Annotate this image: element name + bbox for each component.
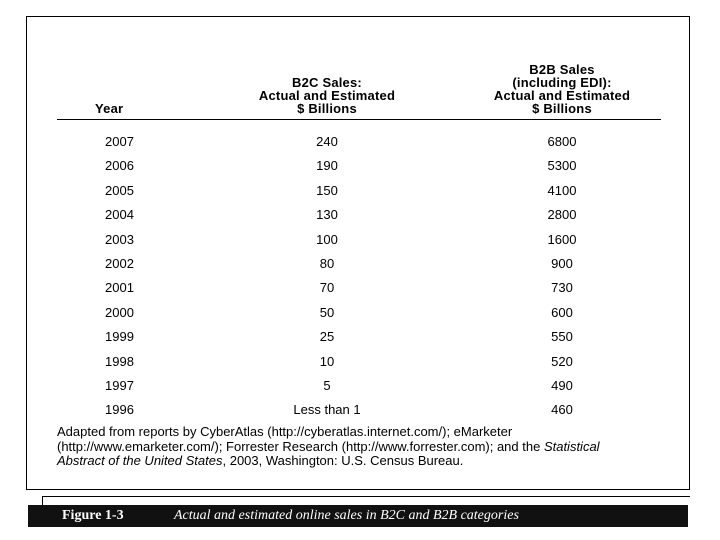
cell-year: 2003: [105, 231, 134, 247]
cell-b2b: 520: [551, 353, 573, 369]
cell-year: 2004: [105, 207, 134, 223]
cell-b2c: 150: [316, 182, 338, 198]
cell-b2c: 190: [316, 158, 338, 174]
cell-year: 1999: [105, 329, 134, 345]
column-header-b2c-sales: B2C Sales: Actual and Estimated $ Billions: [258, 75, 396, 116]
table-frame: [26, 16, 690, 490]
source-line-3: , 2003, Washington: U.S. Census Bureau.: [222, 453, 464, 468]
cell-year: 1998: [105, 353, 134, 369]
cell-b2c: 25: [319, 329, 335, 345]
table-row: [27, 134, 689, 158]
cell-year: 1996: [105, 402, 134, 418]
source-italic-title-part-1: Statistical: [543, 438, 600, 454]
cell-year: 2005: [105, 182, 134, 198]
cell-b2b: 1600: [547, 231, 577, 247]
table-row: [27, 256, 689, 280]
cell-b2c: 130: [316, 207, 338, 223]
cell-b2b: 6800: [547, 134, 577, 149]
cell-b2c: 240: [316, 134, 338, 149]
table-row: [27, 305, 689, 329]
cell-b2c: Less than 1: [293, 402, 361, 418]
cell-b2b: 5300: [547, 158, 577, 174]
table-row: [27, 329, 689, 353]
table-row: [27, 354, 689, 378]
cell-b2c: 100: [316, 231, 338, 247]
cell-year: 1997: [105, 377, 134, 393]
cell-b2b: 600: [551, 304, 573, 320]
figure-caption: [28, 505, 688, 527]
figure-label: Figure 1-3: [62, 508, 124, 523]
source-italic-title-part-2: Abstract of the United States: [57, 453, 223, 468]
table-row: [27, 183, 689, 207]
cell-b2b: 730: [551, 280, 573, 296]
table-row: [27, 280, 689, 304]
table-row: [27, 207, 689, 231]
cell-b2c: 70: [319, 280, 335, 296]
cell-year: 2007: [105, 134, 134, 149]
cell-b2c: 80: [319, 255, 335, 271]
cell-b2b: 2800: [547, 207, 577, 223]
source-line-2: (http://www.emarketer.com/); Forrester Research (http://www.forrester.com); and the: [57, 438, 544, 454]
cell-year: 2000: [105, 304, 134, 320]
cell-year: 2001: [105, 280, 134, 296]
cell-b2c: 5: [323, 377, 331, 393]
cell-year: 2006: [105, 158, 134, 174]
cell-b2c: 10: [319, 353, 335, 369]
cell-b2b: 4100: [547, 182, 577, 198]
cell-b2b: 550: [551, 329, 573, 345]
cell-b2b: 490: [551, 377, 573, 393]
cell-b2b: 460: [551, 402, 573, 418]
table-row: [27, 158, 689, 182]
table-body: [27, 134, 689, 427]
table-header: [27, 45, 689, 115]
cell-b2b: 900: [551, 255, 573, 271]
table-row: [27, 378, 689, 402]
cell-b2c: 50: [319, 304, 335, 320]
table-row: [27, 232, 689, 256]
source-line-1: Adapted from reports by CyberAtlas (http://cyberatlas.internet.com/); eMarketer: [57, 424, 513, 439]
cell-year: 2002: [105, 255, 134, 271]
column-header-year: Year: [95, 101, 124, 116]
column-header-b2b-sales: B2B Sales (including EDI): Actual and Estimated $ Billions: [493, 62, 631, 116]
source-note: [57, 425, 677, 469]
header-divider: [57, 119, 661, 120]
figure-caption-text: Actual and estimated online sales in B2C and B2B categories: [174, 508, 519, 523]
